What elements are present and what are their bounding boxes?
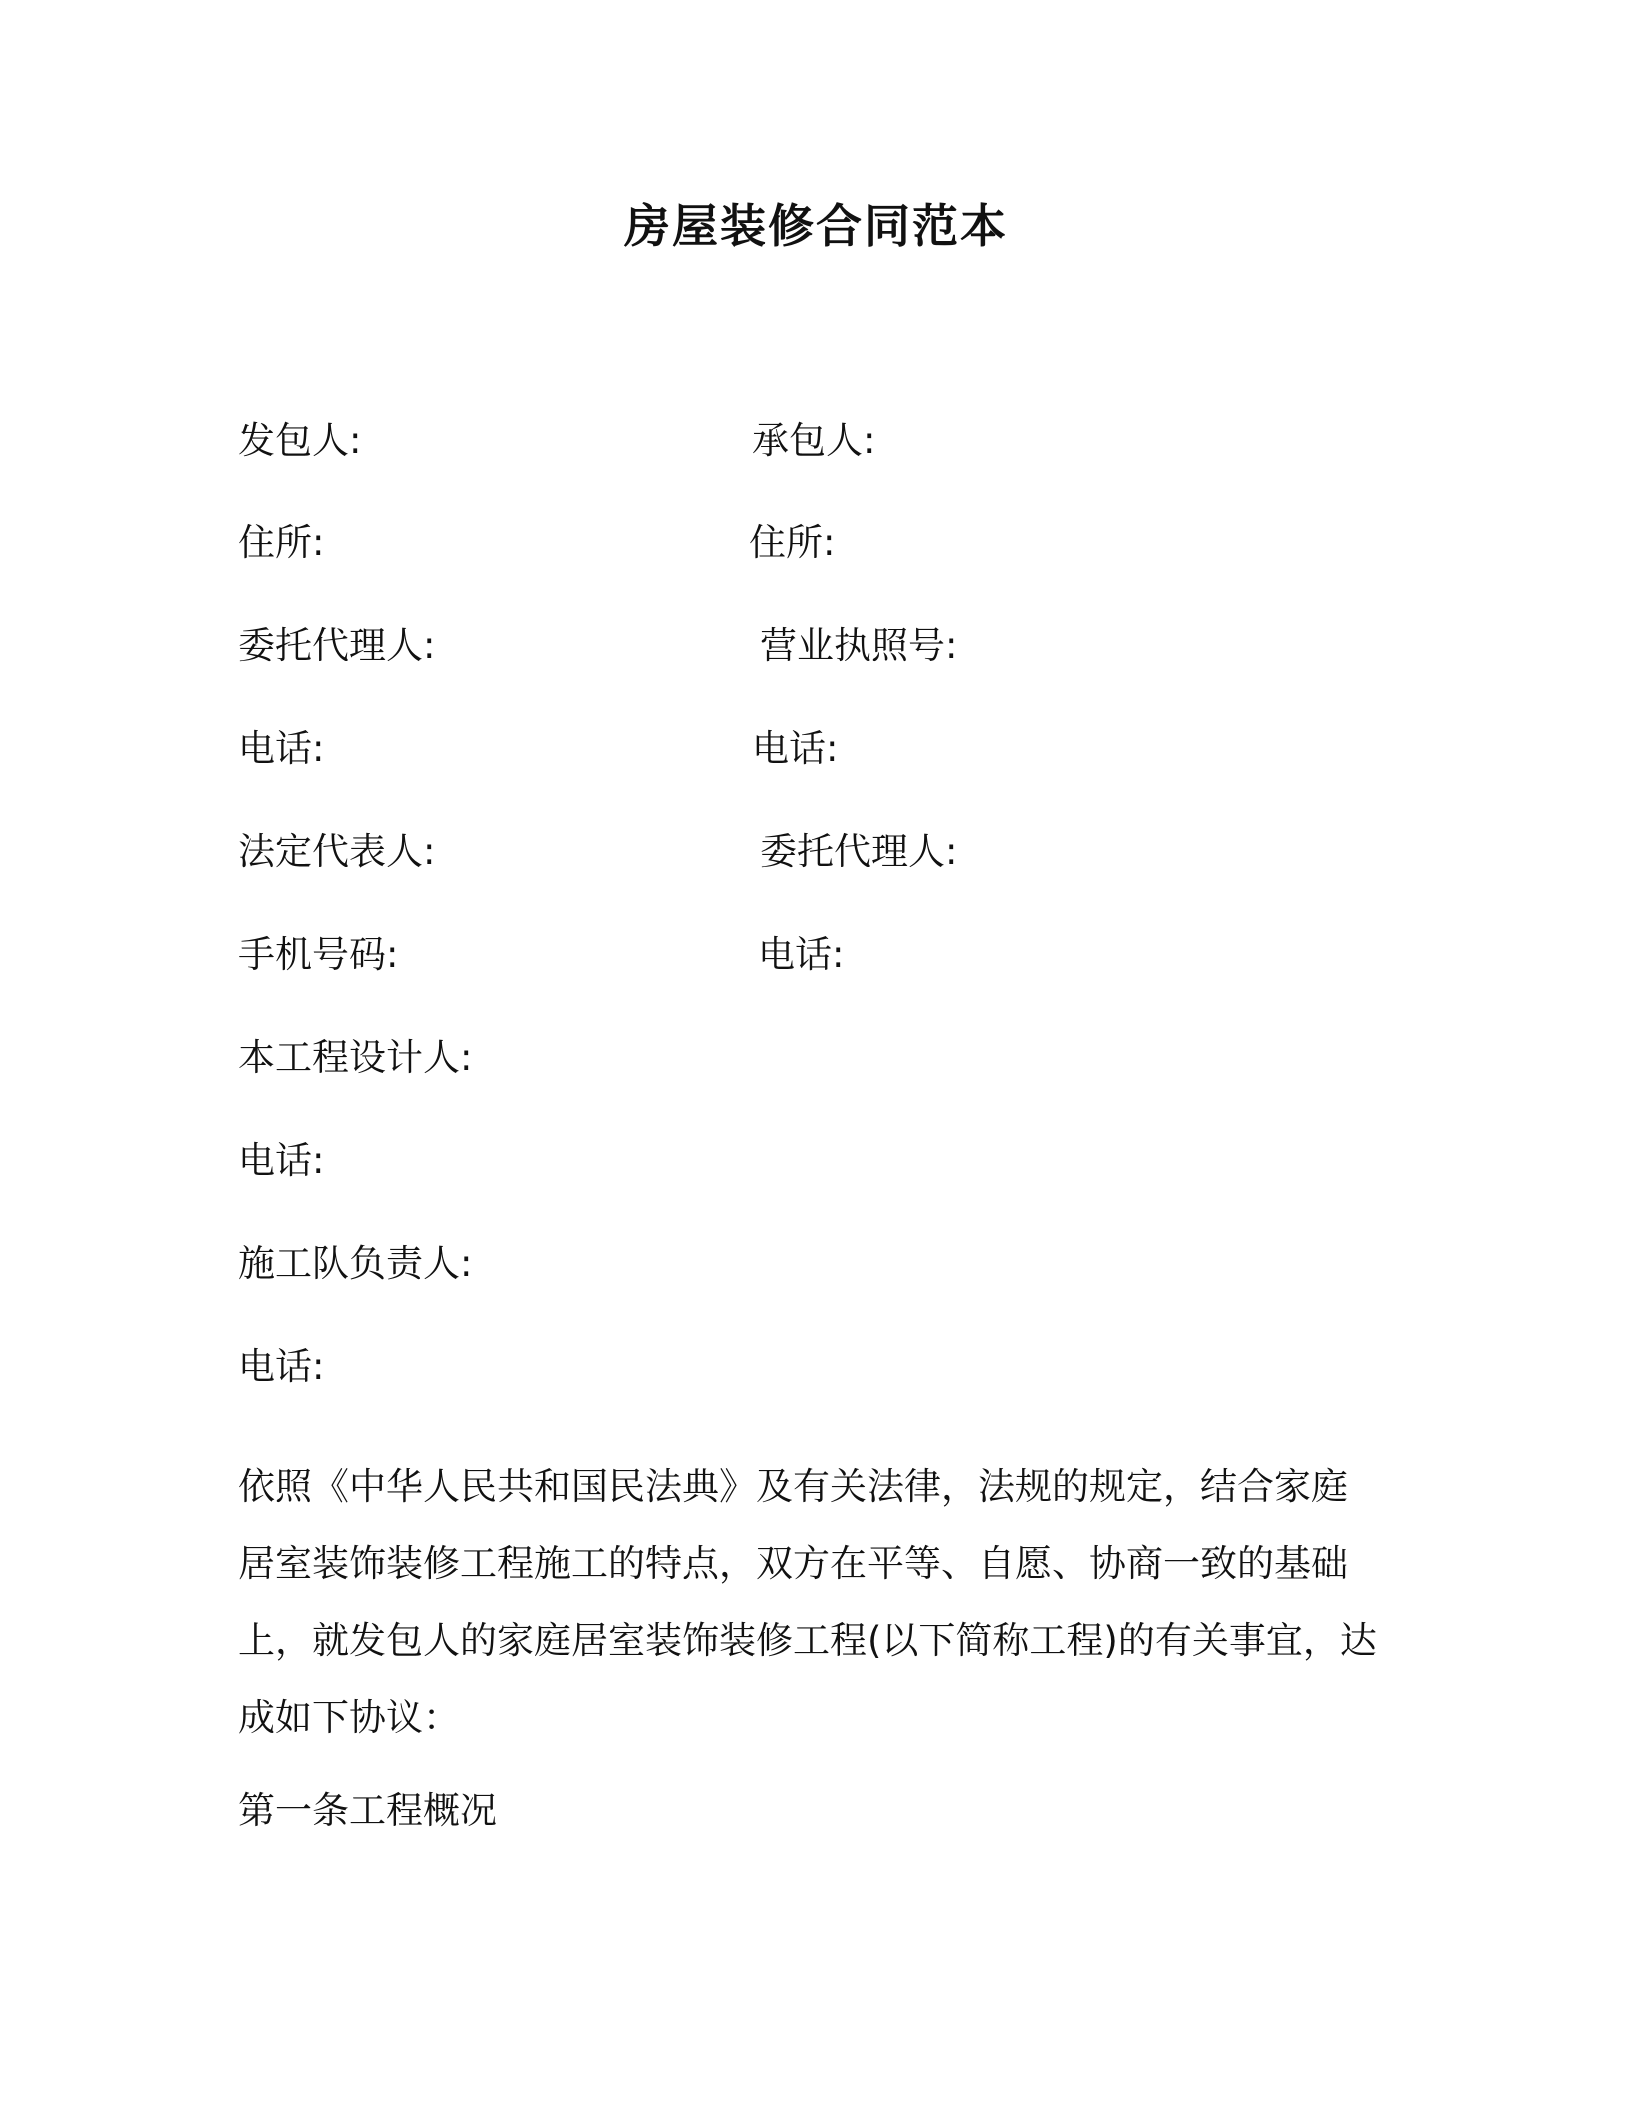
contractor-phone-label: 电话: [752, 727, 839, 770]
legal-representative-label: 法定代表人: [238, 830, 436, 873]
intro-paragraph [238, 1448, 1398, 1756]
contractor-agent-phone-label: 电话: [758, 933, 845, 976]
construction-lead-phone-label: 电话: [238, 1345, 325, 1388]
mobile-number-label: 手机号码: [238, 933, 399, 976]
designer-label: 本工程设计人: [238, 1036, 473, 1079]
business-license-label: 营业执照号: [760, 624, 958, 667]
client-phone-label: 电话: [238, 727, 325, 770]
intro-line: 依照《中华人民共和国民法典》及有关法律，法规的规定，结合家庭 [238, 1465, 1348, 1508]
construction-lead-label: 施工队负责人: [238, 1242, 473, 1285]
designer-phone-label: 电话: [238, 1139, 325, 1182]
client-label: 发包人: [238, 419, 362, 462]
contractor-label: 承包人: [752, 419, 876, 462]
contractor-agent-label: 委托代理人: [760, 830, 958, 873]
client-address-label: 住所: [238, 521, 325, 564]
intro-line: 成如下协议： [238, 1696, 460, 1739]
section-heading-project-overview: 第一条工程概况 [238, 1789, 497, 1832]
document-title: 房屋装修合同范本 [624, 199, 1008, 253]
intro-line: 居室装饰装修工程施工的特点，双方在平等、自愿、协商一致的基础 [238, 1542, 1348, 1585]
contractor-address-label: 住所: [749, 521, 836, 564]
client-agent-label: 委托代理人: [238, 624, 436, 667]
intro-line: 上，就发包人的家庭居室装饰装修工程(以下简称工程)的有关事宜，达 [238, 1619, 1377, 1662]
